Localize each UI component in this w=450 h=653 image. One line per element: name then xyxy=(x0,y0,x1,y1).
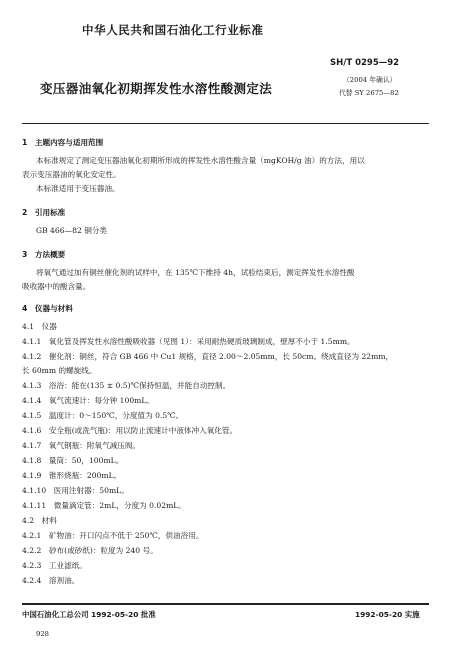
standard-code: SH/T 0295—92 xyxy=(330,58,400,68)
item-4-2: 4.2 材料 xyxy=(22,516,57,525)
item-4-1-8: 4.1.8 量筒：50，100mL。 xyxy=(22,456,124,465)
item-4-1-2a: 4.1.2 催化剂：铜丝，符合 GB 466 中 Cu1 规格，直径 2.00～2.05mm，长 50cm。绕成直径为 22mm， xyxy=(22,352,394,361)
item-4-1-2b: 长 60mm 的螺旋线。 xyxy=(22,366,97,375)
header-rule xyxy=(22,123,429,124)
item-4-1-1: 4.1.1 氧化管及挥发性水溶性酸吸收器（见图 1）：采用耐热硬质玻璃制成，壁厚不小于 1.5mm。 xyxy=(22,337,355,346)
item-4-2-2: 4.2.2 砂布(或砂纸)：粒度为 240 号。 xyxy=(22,546,158,555)
implementation-line: 1992-05-20 实施 xyxy=(355,610,420,619)
item-4-1-3: 4.1.3 浴浴：能在(135 ± 0.5)℃保持恒温，并能自动控制。 xyxy=(22,381,231,390)
item-4-1-6: 4.1.6 安全瓶(或洗气瓶)：用以防止流速计中液体冲入氧化管。 xyxy=(22,426,238,435)
section-2-paragraph-1: GB 466—82 铜分类 xyxy=(36,226,108,235)
item-4-1-7: 4.1.7 氧气钢瓶：附氧气减压阀。 xyxy=(22,441,141,450)
section-2-heading: 2 引用标准 xyxy=(22,208,66,217)
item-4-1: 4.1 仪器 xyxy=(22,322,57,331)
item-4-2-4: 4.2.4 溶剂油。 xyxy=(22,576,80,585)
industry-standard-heading: 中华人民共和国石油化工行业标准 xyxy=(82,23,264,37)
item-4-1-10: 4.1.10 医用注射器：50mL。 xyxy=(22,486,129,495)
section-1-paragraph-2: 本标准适用于变压器油。 xyxy=(36,184,120,193)
section-3-heading: 3 方法概要 xyxy=(22,250,66,259)
approval-line: 中国石油化工总公司 1992-05-20 批准 xyxy=(22,610,156,619)
item-4-2-3: 4.2.3 工业滤纸。 xyxy=(22,561,87,570)
replaces-note: 代替 SY 2675—82 xyxy=(339,89,399,97)
item-4-1-4: 4.1.4 氧气流速计：每分钟 100mL。 xyxy=(22,396,155,405)
section-3-paragraph-1b: 吸收器中的酸含量。 xyxy=(22,282,91,291)
section-1-heading: 1 主题内容与适用范围 xyxy=(22,138,104,147)
item-4-1-9: 4.1.9 锥形烧瓶：200mL。 xyxy=(22,471,122,480)
section-1-paragraph-1b: 表示变压器油的氧化安定性。 xyxy=(22,170,121,179)
section-3-paragraph-1a: 将氧气通过加有铜丝催化剂的试样中，在 135℃下维持 4h，试验结束后，测定挥发性水溶性酸 xyxy=(36,268,355,277)
document-title: 变压器油氧化初期挥发性水溶性酸测定法 xyxy=(40,81,273,96)
page-number: 928 xyxy=(36,630,49,638)
footer-rule xyxy=(22,603,429,605)
confirmation-note: （2004 年确认） xyxy=(343,76,397,84)
item-4-1-5: 4.1.5 温度计：0～150℃，分度值为 0.5℃。 xyxy=(22,411,184,420)
item-4-2-1: 4.2.1 矿物油：开口闪点不低于 250℃，供油浴用。 xyxy=(22,531,204,540)
item-4-1-11: 4.1.11 微量滴定管：2mL，分度为 0.02mL。 xyxy=(22,501,186,510)
section-1-paragraph-1a: 本标准规定了测定变压器油氧化初期所形成的挥发性水溶性酸含量（mgKOH/g 油）的方法，用以 xyxy=(36,156,365,165)
section-4-heading: 4 仪器与材料 xyxy=(22,304,73,313)
